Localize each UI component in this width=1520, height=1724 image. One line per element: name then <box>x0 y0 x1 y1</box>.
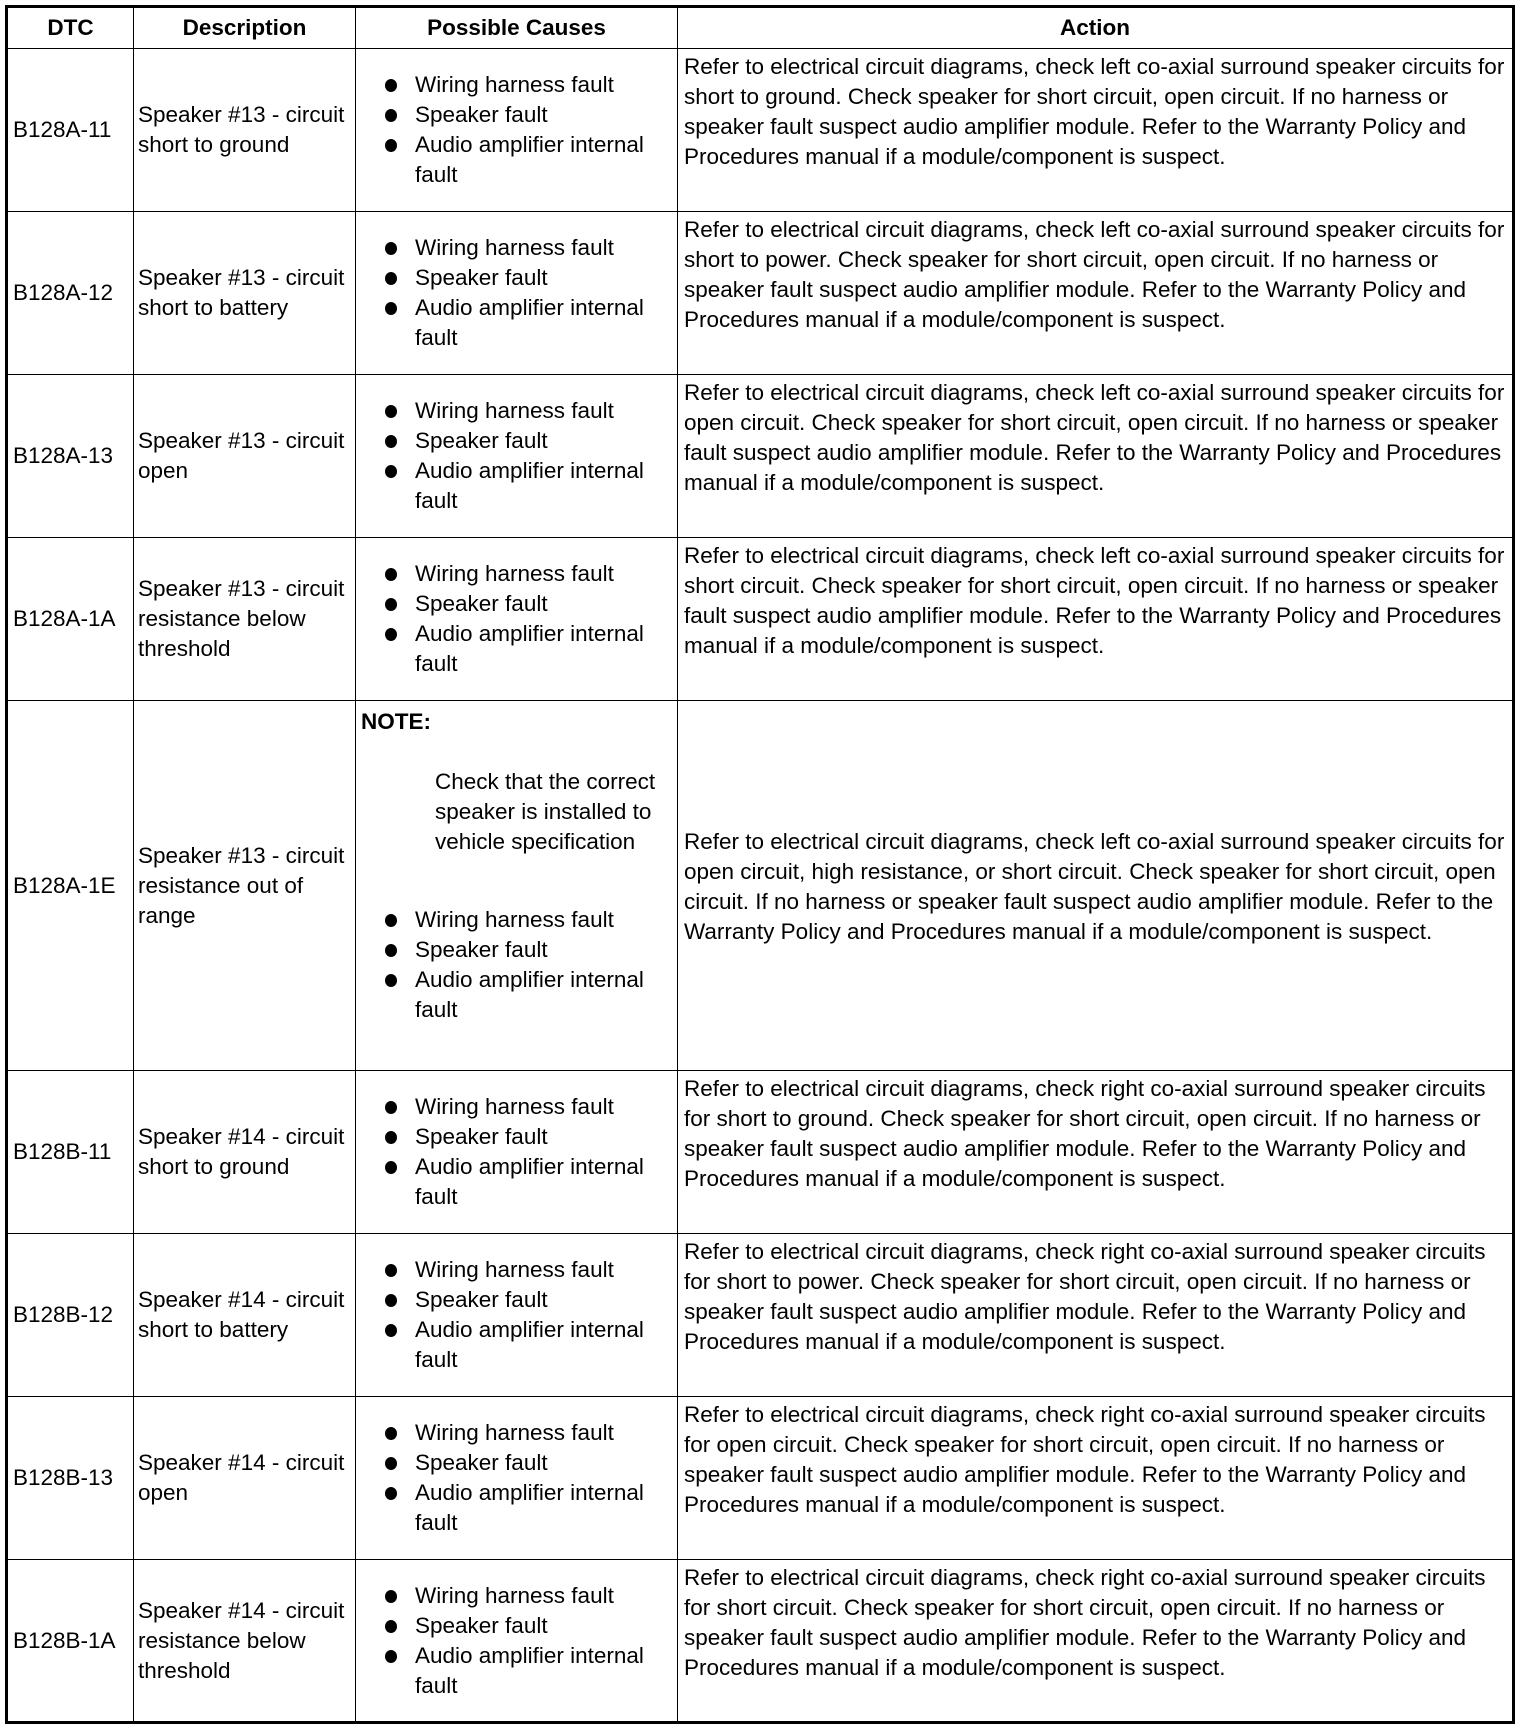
cause-text: Speaker fault <box>415 1124 548 1149</box>
causes-list <box>361 1255 672 1375</box>
action-text: Refer to electrical circuit diagrams, check right co-axial surround speaker circuits for short to ground. Check speaker for short circuit, open circuit. If no harness or speaker fault suspect audio amplifier module. Refer to the Warranty Policy and Procedures manual if a module/component is suspect. <box>678 1071 1514 1234</box>
cause-item <box>361 426 672 456</box>
cause-item <box>361 293 672 353</box>
causes-list <box>361 1418 672 1538</box>
dtc-description: Speaker #13 - circuit resistance out of range <box>134 701 356 1071</box>
table-row <box>7 212 1514 375</box>
bullet-icon <box>385 1457 397 1470</box>
causes-list <box>361 905 672 1025</box>
action-text: Refer to electrical circuit diagrams, check right co-axial surround speaker circuits for open circuit. Check speaker for short circuit, open circuit. If no harness or speaker fault suspect audio amplifier module. Refer to the Warranty Policy and Procedures manual if a module/component is suspect. <box>678 1397 1514 1560</box>
table-row <box>7 538 1514 701</box>
dtc-code: B128A-1E <box>7 701 134 1071</box>
cause-item <box>361 905 672 935</box>
bullet-icon <box>385 628 397 641</box>
cause-text: Wiring harness fault <box>415 1582 614 1608</box>
bullet-icon <box>385 465 397 478</box>
cause-item <box>361 263 672 293</box>
cause-text: Wiring harness fault <box>415 561 614 586</box>
header-dtc: DTC <box>7 7 134 49</box>
cause-text: Audio amplifier internal fault <box>415 458 644 513</box>
cause-text: Audio amplifier internal fault <box>415 1317 644 1372</box>
bullet-icon <box>385 242 397 255</box>
cause-text: Audio amplifier internal fault <box>415 1154 644 1209</box>
cause-text: Audio amplifier internal fault <box>415 295 644 350</box>
action-text: Refer to electrical circuit diagrams, check left co-axial surround speaker circuits for short circuit. Check speaker for short circuit, open circuit. If no harness or speaker fault suspect audio amplifier module. Refer to the Warranty Policy and Procedures manual if a module/component is suspect. <box>678 538 1514 701</box>
action-text: Refer to electrical circuit diagrams, check left co-axial surround speaker circuits for short to power. Check speaker for short circuit, open circuit. If no harness or speaker fault suspect audio amplifier module. Refer to the Warranty Policy and Procedures manual if a module/component is suspect. <box>678 212 1514 375</box>
dtc-description: Speaker #14 - circuit short to battery <box>134 1234 356 1397</box>
cause-text: Audio amplifier internal fault <box>415 1642 644 1698</box>
note-text: Check that the correct speaker is installed to vehicle specification <box>435 769 656 854</box>
cause-item <box>361 1478 672 1538</box>
possible-causes <box>356 701 678 1071</box>
bullet-icon <box>385 405 397 418</box>
bullet-icon <box>385 1650 397 1663</box>
dtc-code: B128A-1A <box>7 538 134 701</box>
bullet-icon <box>385 1620 397 1633</box>
cause-text: Wiring harness fault <box>415 907 614 932</box>
cause-item <box>361 589 672 619</box>
cause-item <box>361 559 672 589</box>
causes-list <box>361 396 672 516</box>
cause-text: Speaker fault <box>415 937 548 962</box>
table-row <box>7 1560 1514 1723</box>
cause-item <box>361 100 672 130</box>
cause-item <box>361 1581 672 1611</box>
cause-item <box>361 1641 672 1701</box>
dtc-code: B128B-13 <box>7 1397 134 1560</box>
note-label: NOTE: <box>361 709 431 734</box>
cause-text: Speaker fault <box>415 265 548 290</box>
cause-text: Speaker fault <box>415 1450 548 1475</box>
bullet-icon <box>385 1324 397 1337</box>
dtc-description: Speaker #14 - circuit short to ground <box>134 1071 356 1234</box>
cause-item <box>361 1255 672 1285</box>
bullet-icon <box>385 974 397 987</box>
bullet-icon <box>385 79 397 92</box>
table-row <box>7 701 1514 1071</box>
dtc-description: Speaker #13 - circuit short to ground <box>134 49 356 212</box>
possible-causes <box>356 1234 678 1397</box>
cause-text: Audio amplifier internal fault <box>415 621 644 676</box>
cause-text: Speaker fault <box>415 1287 548 1312</box>
dtc-code: B128B-1A <box>7 1560 134 1723</box>
causes-list <box>361 70 672 190</box>
cause-item <box>361 456 672 516</box>
causes-list <box>361 559 672 679</box>
dtc-description: Speaker #14 - circuit resistance below threshold <box>134 1560 356 1723</box>
cause-item <box>361 1122 672 1152</box>
causes-list <box>361 233 672 353</box>
action-text: Refer to electrical circuit diagrams, check right co-axial surround speaker circuits for short to power. Check speaker for short circuit, open circuit. If no harness or speaker fault suspect audio amplifier module. Refer to the Warranty Policy and Procedures manual if a module/component is suspect. <box>678 1234 1514 1397</box>
header-possible-causes: Possible Causes <box>356 7 678 49</box>
cause-item <box>361 1092 672 1122</box>
possible-causes <box>356 538 678 701</box>
cause-text: Audio amplifier internal fault <box>415 967 644 1022</box>
table-row <box>7 1234 1514 1397</box>
bullet-icon <box>385 1101 397 1114</box>
bullet-icon <box>385 272 397 285</box>
table-row <box>7 375 1514 538</box>
cause-text: Audio amplifier internal fault <box>415 1480 644 1535</box>
possible-causes <box>356 1071 678 1234</box>
action-text: Refer to electrical circuit diagrams, check right co-axial surround speaker circuits for short circuit. Check speaker for short circuit, open circuit. If no harness or speaker fault suspect audio amplifier module. Refer to the Warranty Policy and Procedures manual if a module/component is suspect. <box>678 1560 1514 1723</box>
dtc-code: B128B-12 <box>7 1234 134 1397</box>
action-text: Refer to electrical circuit diagrams, check left co-axial surround speaker circuits for short to ground. Check speaker for short circuit, open circuit. If no harness or speaker fault suspect audio amplifier module. Refer to the Warranty Policy and Procedures manual if a module/component is suspect. <box>678 49 1514 212</box>
dtc-table <box>5 5 1515 1724</box>
dtc-code: B128A-11 <box>7 49 134 212</box>
dtc-description: Speaker #13 - circuit resistance below threshold <box>134 538 356 701</box>
bullet-icon <box>385 1161 397 1174</box>
cause-text: Wiring harness fault <box>415 398 614 423</box>
bullet-icon <box>385 598 397 611</box>
cause-text: Wiring harness fault <box>415 72 614 97</box>
possible-causes <box>356 1397 678 1560</box>
cause-item <box>361 130 672 190</box>
cause-text: Speaker fault <box>415 428 548 453</box>
bullet-icon <box>385 1590 397 1603</box>
bullet-icon <box>385 1294 397 1307</box>
header-action: Action <box>678 7 1514 49</box>
action-text: Refer to electrical circuit diagrams, check left co-axial surround speaker circuits for open circuit. Check speaker for short circuit, open circuit. If no harness or speaker fault suspect audio amplifier module. Refer to the Warranty Policy and Procedures manual if a module/component is suspect. <box>678 375 1514 538</box>
cause-item <box>361 619 672 679</box>
cause-item <box>361 233 672 263</box>
cause-text: Wiring harness fault <box>415 235 614 260</box>
cause-text: Wiring harness fault <box>415 1257 614 1282</box>
possible-causes <box>356 49 678 212</box>
possible-causes <box>356 1560 678 1723</box>
bullet-icon <box>385 914 397 927</box>
cause-text: Speaker fault <box>415 591 548 616</box>
cause-text: Audio amplifier internal fault <box>415 132 644 187</box>
bullet-icon <box>385 568 397 581</box>
dtc-code: B128A-13 <box>7 375 134 538</box>
bullet-icon <box>385 302 397 315</box>
table-row <box>7 1071 1514 1234</box>
possible-causes <box>356 212 678 375</box>
table-row <box>7 49 1514 212</box>
bullet-icon <box>385 109 397 122</box>
cause-item <box>361 396 672 426</box>
bullet-icon <box>385 944 397 957</box>
cause-text: Wiring harness fault <box>415 1420 614 1445</box>
cause-item <box>361 1152 672 1212</box>
cause-item <box>361 1418 672 1448</box>
causes-list <box>361 1581 672 1701</box>
dtc-description: Speaker #13 - circuit short to battery <box>134 212 356 375</box>
causes-list <box>361 1092 672 1212</box>
dtc-description: Speaker #13 - circuit open <box>134 375 356 538</box>
cause-text: Speaker fault <box>415 1612 548 1638</box>
cause-item <box>361 1611 672 1641</box>
bullet-icon <box>385 1264 397 1277</box>
cause-item <box>361 1448 672 1478</box>
cause-item <box>361 70 672 100</box>
bullet-icon <box>385 139 397 152</box>
bullet-icon <box>385 435 397 448</box>
cause-text: Speaker fault <box>415 102 548 127</box>
header-row <box>7 7 1514 49</box>
possible-causes <box>356 375 678 538</box>
dtc-description: Speaker #14 - circuit open <box>134 1397 356 1560</box>
cause-item <box>361 965 672 1025</box>
bullet-icon <box>385 1131 397 1144</box>
table-row <box>7 1397 1514 1560</box>
header-description: Description <box>134 7 356 49</box>
cause-item <box>361 935 672 965</box>
bullet-icon <box>385 1427 397 1440</box>
action-text: Refer to electrical circuit diagrams, check left co-axial surround speaker circuits for open circuit, high resistance, or short circuit. Check speaker for short circuit, open circuit. If no harness or speaker fault suspect audio amplifier module. Refer to the Warranty Policy and Procedures manual if a module/component is suspect. <box>678 701 1514 1071</box>
cause-item <box>361 1315 672 1375</box>
dtc-code: B128A-12 <box>7 212 134 375</box>
bullet-icon <box>385 1487 397 1500</box>
cause-text: Wiring harness fault <box>415 1094 614 1119</box>
dtc-code: B128B-11 <box>7 1071 134 1234</box>
cause-item <box>361 1285 672 1315</box>
